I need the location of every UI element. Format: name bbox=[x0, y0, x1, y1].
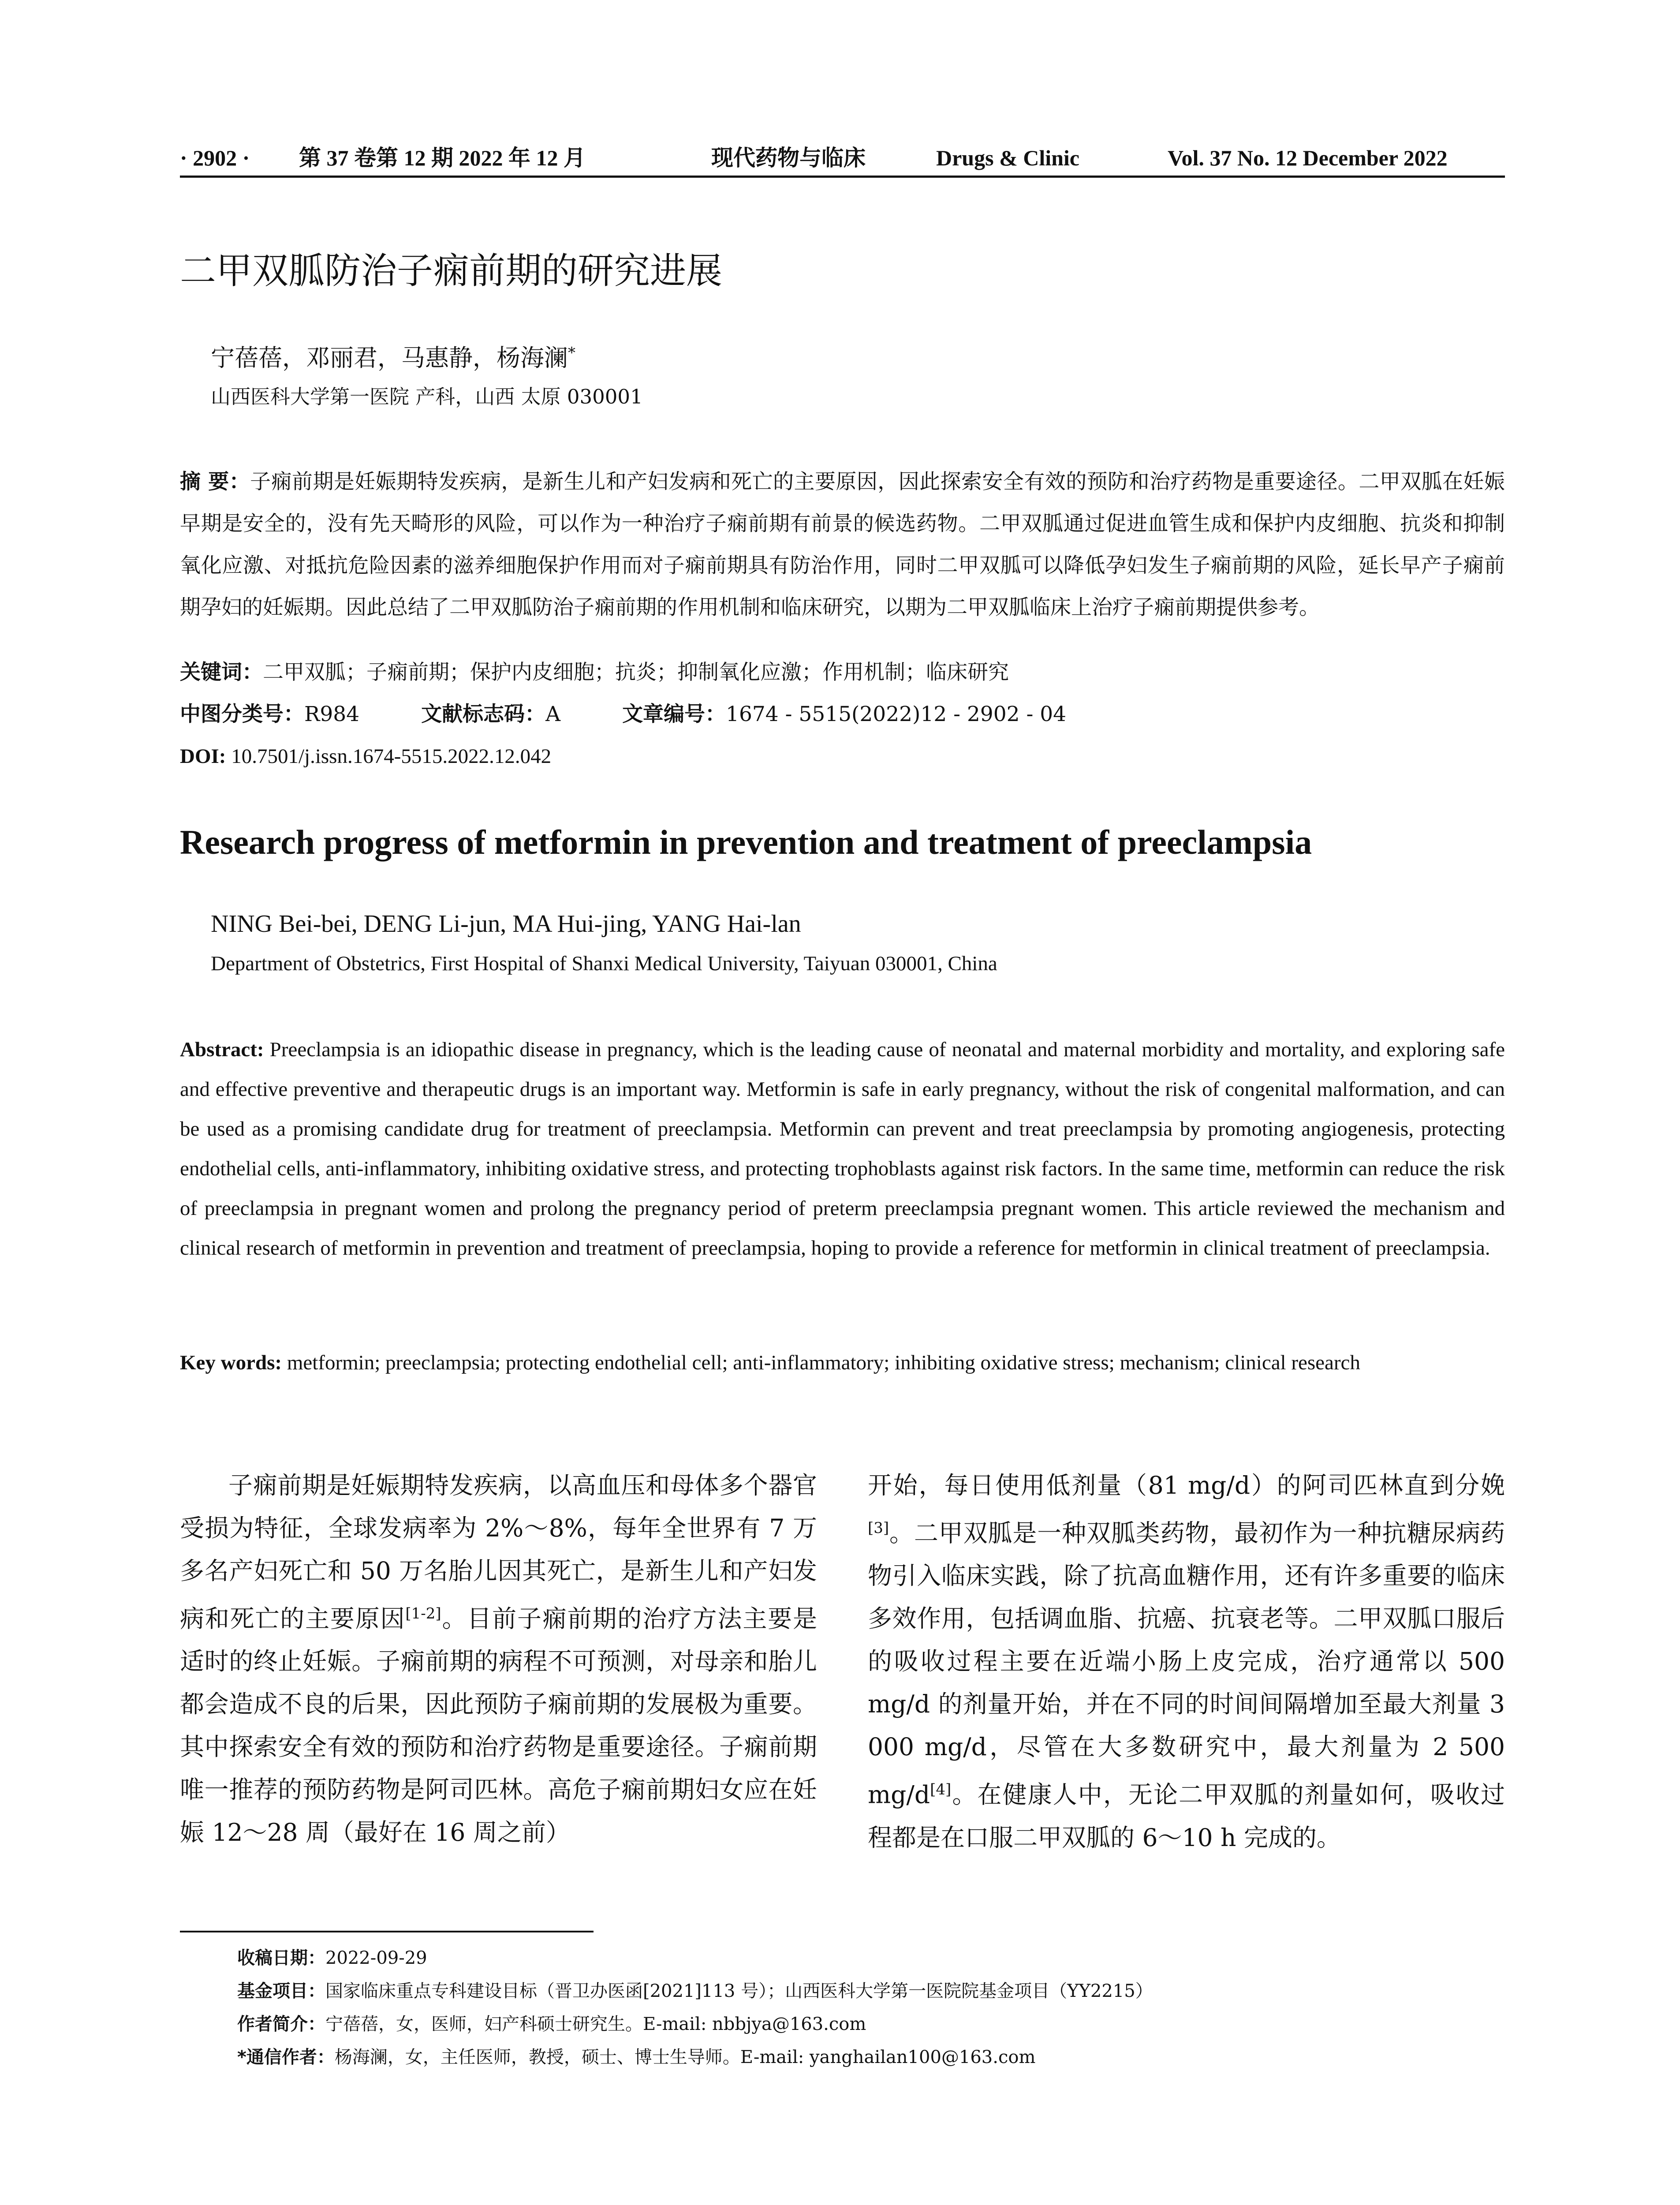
doc-code-label: 文献标志码： bbox=[421, 702, 546, 726]
affiliation-cn: 山西医科大学第一医院 产科，山西 太原 030001 bbox=[211, 385, 643, 408]
keywords-cn-label: 关键词： bbox=[180, 660, 263, 684]
footnote-label: 作者简介： bbox=[237, 2014, 325, 2034]
body-left-text-2: 。目前子痫前期的治疗方法主要是适时的终止妊娠。子痫前期的病程不可预测，对母亲和胎儿都会造成不良的后果，因此预防子痫前期的发展极为重要。其中探索安全有效的预防和治疗药物是重要途径。子痫前期唯一推荐的预防药物是阿司匹林。高危子痫前期妇女应在妊娠 12～28 周（最好在 16 周之前） bbox=[180, 1604, 817, 1847]
footnote-author-bio bbox=[237, 2011, 866, 2037]
doi-label: DOI: bbox=[180, 745, 226, 768]
volume-info: Vol. 37 No. 12 December 2022 bbox=[1168, 146, 1448, 170]
journal-name-en: Drugs & Clinic bbox=[936, 146, 1079, 170]
body-right-text-3: 。在健康人中，无论二甲双胍的剂量如何，吸收过程都是在口服二甲双胍的 6～10 h 完成的。 bbox=[868, 1780, 1505, 1852]
abstract-en-label: Abstract: bbox=[180, 1038, 264, 1061]
footnote-received bbox=[237, 1945, 427, 1971]
article-title-cn: 二甲双胍防治子痫前期的研究进展 bbox=[180, 250, 723, 292]
journal-name-cn: 现代药物与临床 bbox=[711, 146, 866, 170]
authors-cn bbox=[211, 335, 575, 376]
footnote-text: 国家临床重点专科建设目标（晋卫办医函[2021]113 号）；山西医科大学第一医院院基金项目（YY2215） bbox=[325, 1981, 1153, 2001]
issue-info: 第 37 卷第 12 期 2022 年 12 月 bbox=[299, 146, 586, 170]
authors-en: NING Bei-bei, DENG Li-jun, MA Hui-jing, YANG Hai-lan bbox=[211, 910, 801, 938]
footnote-label: 基金项目： bbox=[237, 1981, 325, 2001]
abstract-cn-text: 子痫前期是妊娠期特发疾病，是新生儿和产妇发病和死亡的主要原因，因此探索安全有效的预防和治疗药物是重要途径。二甲双胍在妊娠早期是安全的，没有先天畸形的风险，可以作为一种治疗子痫前期有前景的候选药物。二甲双胍通过促进血管生成和保护内皮细胞、抗炎和抑制氧化应激、对抵抗危险因素的滋养细胞保护作用而对子痫前期具有防治作用，同时二甲双胍可以降低孕妇发生子痫前期的风险，延长早产子痫前期孕妇的妊娠期。因此总结了二甲双胍防治子痫前期的作用机制和临床研究，以期为二甲双胍临床上治疗子痫前期提供参考。 bbox=[180, 470, 1505, 620]
footnote-text: 宁蓓蓓，女，医师，妇产科硕士研究生。E-mail: nbbjya@163.com bbox=[325, 2014, 866, 2034]
clc-label: 中图分类号： bbox=[180, 702, 304, 726]
authors-cn-names: 宁蓓蓓，邓丽君，马惠静，杨海澜 bbox=[211, 344, 568, 372]
footnote-text: 杨海澜，女，主任医师，教授，硕士、博士生导师。E-mail: yanghailan100@163.com bbox=[334, 2047, 1036, 2067]
article-title-en: Research progress of metformin in prevention and treatment of preeclampsia bbox=[180, 823, 1312, 861]
clc-value: R984 bbox=[304, 702, 360, 726]
corresponding-mark: * bbox=[568, 344, 575, 362]
doc-code-value: A bbox=[545, 702, 561, 726]
citation-4: [4] bbox=[930, 1781, 952, 1799]
abstract-cn bbox=[180, 461, 1505, 628]
doi-line bbox=[180, 739, 551, 774]
footnote-funding bbox=[237, 1978, 1153, 2004]
keywords-en-label: Key words: bbox=[180, 1351, 282, 1374]
header-rule bbox=[180, 176, 1505, 178]
abstract-en-text: Preeclampsia is an idiopathic disease in pregnancy, which is the leading cause of neonatal and maternal morbidity and mortality, and exploring safe and effective preventive and therapeutic drugs is an important way. Metformin is safe in early pregnancy, without the risk of congenital malformation, and can be used as a promising candidate drug for treatment of preeclampsia. Metformin can prevent and treat preeclampsia by promoting angiogenesis, protecting endothelial cells, anti-inflammatory, inhibiting oxidative stress, and protecting trophoblasts against risk factors. In the same time, metformin can reduce the risk of preeclampsia in pregnant women and prolong the pregnancy period of preterm preeclampsia pregnant women. This article reviewed the mechanism and clinical research of metformin in prevention and treatment of preeclampsia, hoping to provide a reference for metformin in clinical treatment of preeclampsia. bbox=[180, 1038, 1505, 1259]
body-column-left bbox=[180, 1464, 817, 1854]
keywords-en-text: metformin; preeclampsia; protecting endothelial cell; anti-inflammatory; inhibiting oxidative stress; mechanism; clinical research bbox=[282, 1351, 1360, 1374]
page-number: · 2902 · bbox=[180, 146, 250, 170]
keywords-cn-text: 二甲双胍；子痫前期；保护内皮细胞；抗炎；抑制氧化应激；作用机制；临床研究 bbox=[263, 660, 1009, 684]
keywords-en bbox=[180, 1343, 1505, 1383]
article-no-label: 文章编号： bbox=[622, 702, 726, 726]
body-right-text-1: 开始，每日使用低剂量（81 mg/d）的阿司匹林直到分娩 bbox=[868, 1471, 1505, 1499]
footnote-corresponding bbox=[237, 2044, 1035, 2070]
body-column-right bbox=[868, 1464, 1505, 1859]
running-header bbox=[180, 140, 1505, 176]
footnote-label: *通信作者： bbox=[237, 2047, 335, 2067]
body-left-text-1: 子痫前期是妊娠期特发疾病，以高血压和母体多个器官受损为特征，全球发病率为 2%～8%，每年全世界有 7 万多名产妇死亡和 50 万名胎儿因其死亡，是新生儿和产妇发病和死亡的主要原因 bbox=[180, 1471, 817, 1633]
classification-line bbox=[180, 697, 1066, 732]
body-right-text-2: 。二甲双胍是一种双胍类药物，最初作为一种抗糖尿病药物引入临床实践，除了抗高血糖作用，还有许多重要的临床多效作用，包括调血脂、抗癌、抗衰老等。二甲双胍口服后的吸收过程主要在近端小肠上皮完成，治疗通常以 500 mg/d 的剂量开始，并在不同的时间间隔增加至最大剂量 3 000 mg/d，尽管在大多数研究中，最大剂量为 2 500 mg/d bbox=[868, 1519, 1505, 1809]
citation-3: [3] bbox=[868, 1519, 889, 1537]
footnote-label: 收稿日期： bbox=[237, 1948, 325, 1968]
abstract-cn-label: 摘 要： bbox=[180, 470, 250, 494]
affiliation-en: Department of Obstetrics, First Hospital of Shanxi Medical University, Taiyuan 030001, China bbox=[211, 952, 997, 975]
footnote-text: 2022-09-29 bbox=[325, 1948, 427, 1968]
abstract-en bbox=[180, 1030, 1505, 1268]
footnote-rule bbox=[180, 1931, 594, 1932]
doi-value: 10.7501/j.issn.1674-5515.2022.12.042 bbox=[226, 745, 552, 768]
citation-1-2: [1-2] bbox=[405, 1605, 441, 1622]
keywords-cn bbox=[180, 655, 1009, 690]
article-no-value: 1674 - 5515(2022)12 - 2902 - 04 bbox=[726, 702, 1067, 726]
